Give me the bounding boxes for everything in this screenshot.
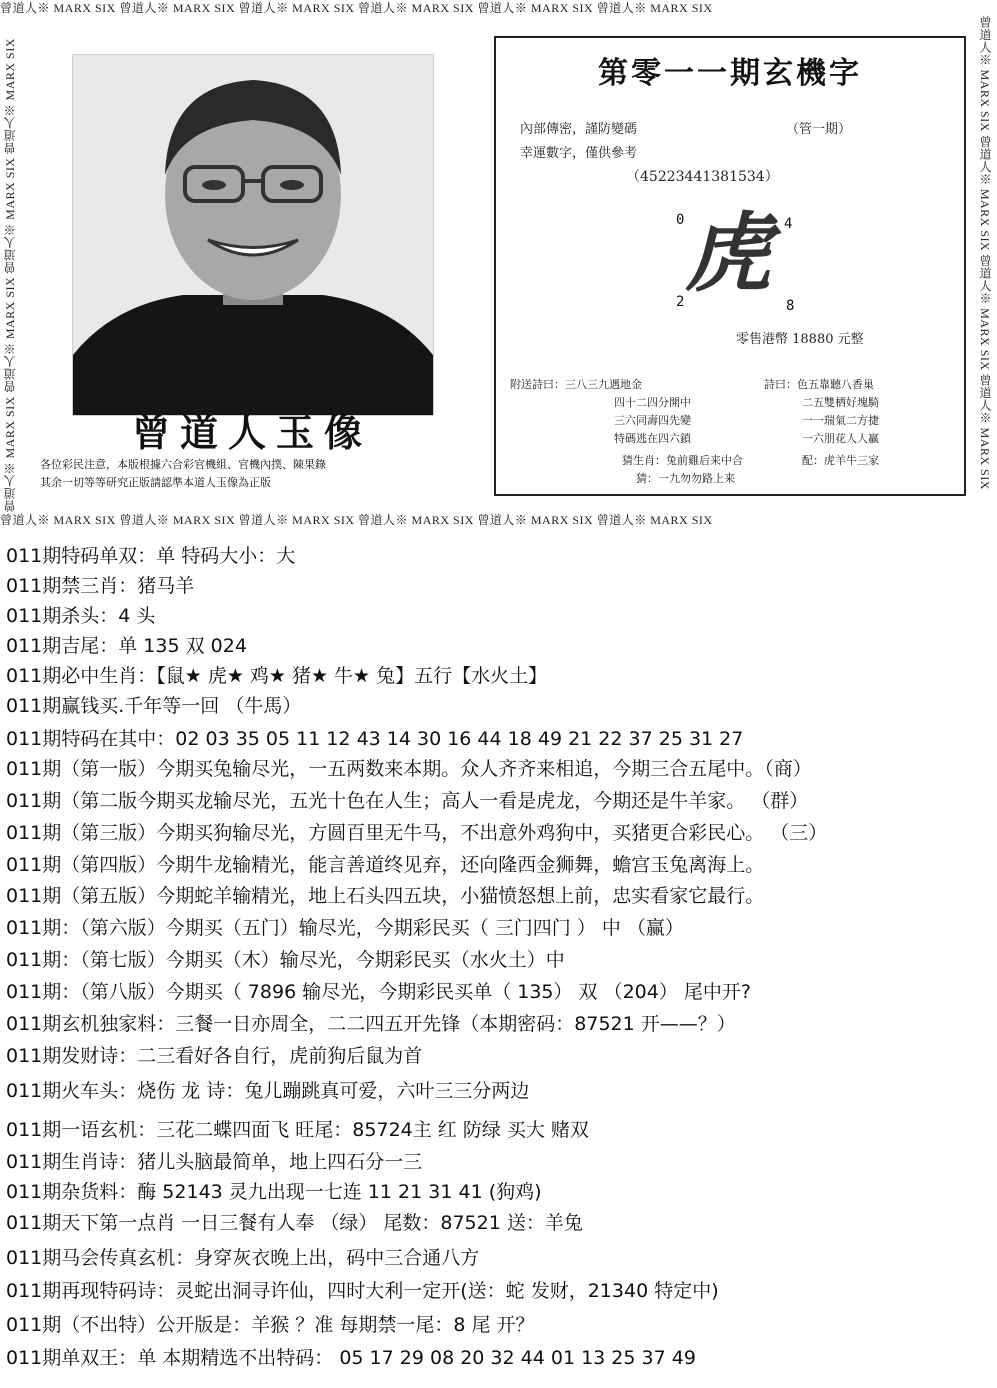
card-bottom-left: 猜：一九勿勿路上来 (636, 472, 735, 485)
card-title: 第零一一期玄機字 (598, 56, 862, 91)
info-line: 011期一语玄机：三花二蝶四面飞 旺尾：85724主 红 防绿 买大 赌双 (6, 1119, 589, 1141)
info-line: 011期：（第六版）今期买（五门）输尽光，今期彩民买（ 三门四门 ） 中 （赢） (6, 917, 684, 939)
poem-left-line: 三六同壽四先變 (614, 414, 691, 427)
portrait-note (40, 456, 470, 492)
info-line: 011期：（第七版）今期买（木）输尽光，今期彩民买（水火土）中 (6, 949, 565, 971)
bottom-border-strip: 曾道人※ MARX SIX 曾道人※ MARX SIX 曾道人※ MARX SIX 曾道人※ MARX SIX 曾道人※ MARX SIX 曾道人※ MARX SIX (0, 513, 713, 527)
tiger-character: 虎 (685, 203, 771, 304)
poem-left-line: 四十二四分開中 (614, 396, 691, 409)
info-line: 011期（第一版）今期买兔输尽光，一五两数来本期。众人齐齐来相追，今期三合五尾中。（商） (6, 758, 812, 780)
info-line: 011期赢钱买.千年等一回 （牛馬） (6, 695, 302, 717)
info-line: 011期杂货料：酶 52143 灵九出现一七连 11 21 31 41 (狗鸡) (6, 1181, 542, 1203)
top-border-strip: 曾道人※ MARX SIX 曾道人※ MARX SIX 曾道人※ MARX SIX 曾道人※ MARX SIX 曾道人※ MARX SIX 曾道人※ MARX SIX (0, 1, 713, 15)
poem-left-line: 特碼逃在四六鎖 (614, 432, 691, 445)
card-line-2: 幸運數字，僅供參考 (520, 146, 638, 161)
secret-card (494, 36, 966, 496)
portrait-title: 曾道人玉像 (131, 410, 372, 455)
card-line-1: 內部傳密，謹防變碼 (520, 122, 638, 137)
card-bottom-right: 配：虎羊牛三家 (802, 454, 879, 467)
info-line: 011期（第四版）今期牛龙输精光，能言善道终见弃，还向隆西金狮舞，蟾宫玉兔离海上。 (6, 854, 765, 876)
info-line: 011期吉尾：单 135 双 024 (6, 635, 247, 657)
info-line: 011期（第三版）今期买狗输尽光，方圆百里无牛马，不出意外鸡狗中，买猪更合彩民心。 （三） (6, 822, 828, 844)
card-bottom-left: 猜生肖：兔前雞后来中合 (622, 454, 743, 467)
info-line: 011期再现特码诗：灵蛇出洞寻许仙，四时大利一定开(送：蛇 发财，21340 特定中) (6, 1280, 719, 1302)
info-line: 011期（第五版）今期蛇羊输精光，地上石头四五块，小猫愤怒想上前，忠实看家它最行。 (6, 885, 765, 907)
info-line: 011期单双王：单 本期精选不出特码： 05 17 29 08 20 32 44 01 13 25 37 49 (6, 1347, 696, 1369)
corner-number: 0 (676, 212, 685, 228)
portrait-note-line: 各位彩民注意，本版根據六合彩官機組、官機內撲、陳果錄 (40, 458, 326, 471)
info-line: 011期马会传真玄机：身穿灰衣晚上出，码中三合通八方 (6, 1247, 480, 1269)
poem-right-line: 詩曰：色五靠聽八香巢 (764, 378, 874, 391)
portrait-panel (26, 24, 478, 492)
info-line: 011期火车头：烧伤 龙 诗：兔儿蹦跳真可爱，六叶三三分两边 (6, 1080, 530, 1102)
poem-right-line: 二五雙栖好塊騎 (802, 396, 879, 409)
info-line: 011期特码在其中：02 03 35 05 11 12 43 14 30 16 44 18 49 21 22 37 25 31 27 (6, 728, 744, 750)
card-period: （管一期） (786, 122, 852, 137)
card-numbers: （45223441381534） (626, 169, 779, 185)
info-line: 011期玄机独家料：三餐一日亦周全，二二四五开先锋（本期密码：87521 开——？） (6, 1013, 736, 1035)
corner-number: 4 (784, 216, 793, 232)
portrait-note-line: 其余一切等等研究正版請認準本道人玉像為正版 (40, 476, 271, 489)
info-line: 011期杀头：4 头 (6, 605, 156, 627)
poem-right-line: 一一瑞氣二方捷 (802, 414, 879, 427)
info-line: 011期特码单双：单 特码大小：大 (6, 545, 296, 567)
info-line: 011期（第二版今期买龙输尽光，五光十色在人生；高人一看是虎龙，今期还是牛羊家。 （群） (6, 790, 809, 812)
corner-number: 8 (786, 298, 795, 314)
info-line: 011期（不出特）公开版是：羊猴 ？准 每期禁一尾：8 尾 开？ (6, 1314, 535, 1336)
poem-right-line: 一六朋花人人贏 (802, 432, 879, 445)
info-line: 011期发财诗：二三看好各自行，虎前狗后鼠为首 (6, 1045, 423, 1067)
card-price: 零售港幣 18880 元整 (736, 332, 864, 347)
left-border-strip: 曾道人※ MARX SIX 曾道人※ MARX SIX 曾道人※ MARX SIX 曾道人※ MARX SIX (3, 38, 17, 512)
portrait-photo (72, 54, 434, 416)
corner-number: 2 (676, 294, 685, 310)
info-line: 011期必中生肖：【鼠★ 虎★ 鸡★ 猪★ 牛★ 兔】五行【水火土】 (6, 665, 548, 687)
right-border-strip: 曾道人※ MARX SIX 曾道人※ MARX SIX 曾道人※ MARX SIX 曾道人※ MARX SIX (978, 16, 992, 490)
info-line: 011期生肖诗：猪儿头脑最简单，地上四石分一三 (6, 1151, 423, 1173)
info-line: 011期禁三肖：猪马羊 (6, 575, 195, 597)
poem-left-line: 附送詩曰：三八三九遇地金 (510, 378, 642, 391)
info-line: 011期天下第一点肖 一日三餐有人奉 （绿） 尾数：87521 送：羊兔 (6, 1212, 583, 1234)
info-line: 011期：（第八版）今期买（ 7896 输尽光，今期彩民买单（ 135） 双 （204） 尾中开? (6, 981, 751, 1003)
